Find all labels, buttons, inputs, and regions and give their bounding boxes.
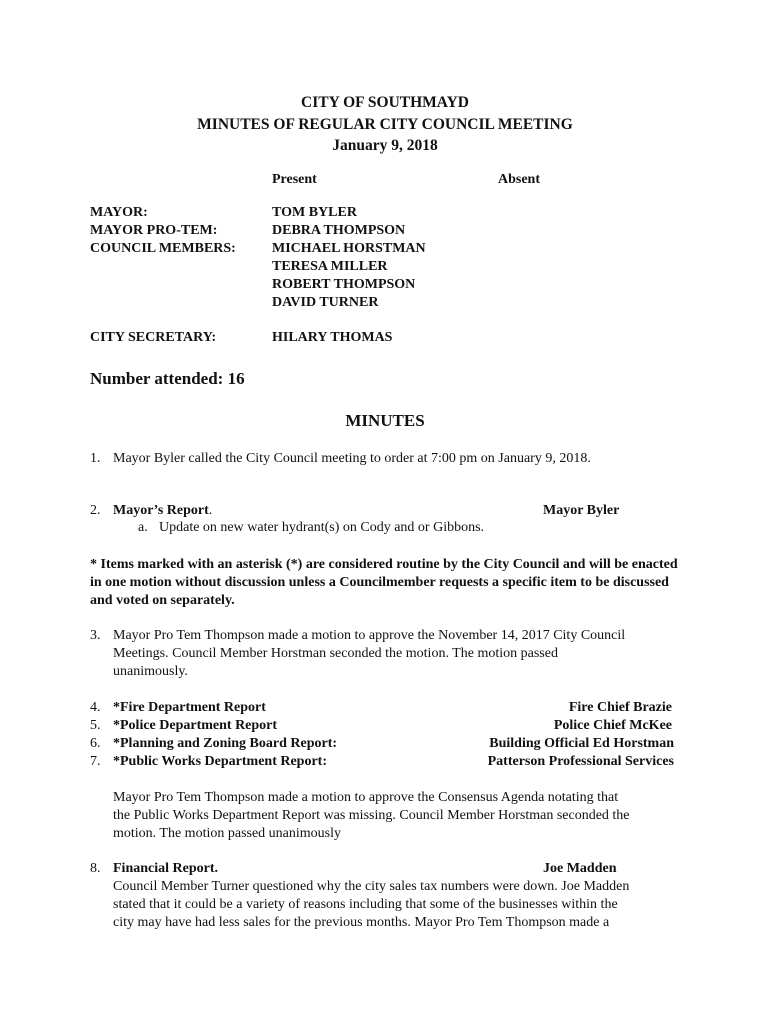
item-planning-zoning-report: *Planning and Zoning Board Report:	[113, 736, 338, 751]
item-presenter: Joe Madden	[543, 861, 617, 876]
role-mayor: MAYOR:	[90, 205, 148, 220]
name-mayor-pro-tem: DEBRA THOMPSON	[272, 223, 406, 238]
item-presenter: Patterson Professional Services	[487, 754, 674, 769]
item-number: 1.	[90, 451, 101, 466]
name-council-member: DAVID TURNER	[272, 295, 379, 310]
meeting-date: January 9, 2018	[332, 137, 438, 154]
role-mayor-pro-tem: MAYOR PRO-TEM:	[90, 223, 218, 238]
role-city-secretary: CITY SECRETARY:	[90, 330, 217, 345]
item-call-to-order: Mayor Byler called the City Council meeting to order at 7:00 pm on January 9, 2018.	[113, 451, 591, 466]
item-presenter: Police Chief McKee	[553, 718, 672, 733]
sub-item-letter: a.	[138, 520, 148, 535]
item-police-report: *Police Department Report	[113, 718, 278, 733]
name-council-member: ROBERT THOMPSON	[272, 277, 416, 292]
item-approve-minutes-line: Mayor Pro Tem Thompson made a motion to approve the November 14, 2017 City Council	[113, 628, 626, 643]
name-city-secretary: HILARY THOMAS	[272, 330, 393, 345]
item-number: 7.	[90, 754, 101, 769]
document-title: MINUTES OF REGULAR CITY COUNCIL MEETING	[197, 116, 573, 133]
item-title: Mayor’s Report	[113, 503, 209, 518]
consent-agenda-note: * Items marked with an asterisk (*) are considered routine by the City Council and will be enacted in one motion without discussion unless a Councilmember requests a specific item to be discussed and voted on separately.	[90, 557, 678, 608]
item-financial-report-title: Financial Report.	[113, 861, 218, 876]
item-number: 3.	[90, 628, 101, 643]
item-public-works-report: *Public Works Department Report:	[113, 754, 327, 769]
item-approve-minutes-line: unanimously.	[113, 664, 188, 679]
financial-report-line: city may have had less sales for the previous months. Mayor Pro Tem Thompson made a	[113, 915, 610, 930]
name-council-member: TERESA MILLER	[272, 259, 388, 274]
city-name: CITY OF SOUTHMAYD	[301, 94, 469, 111]
consent-motion-line: Mayor Pro Tem Thompson made a motion to approve the Consensus Agenda notating that	[113, 790, 619, 805]
number-attended: Number attended: 16	[90, 369, 245, 388]
item-number: 6.	[90, 736, 101, 751]
item-fire-report: *Fire Department Report	[113, 700, 266, 715]
minutes-heading: MINUTES	[345, 411, 425, 430]
item-presenter: Building Official Ed Horstman	[489, 736, 674, 751]
absent-column-label: Absent	[498, 172, 541, 187]
consent-motion-line: the Public Works Department Report was missing. Council Member Horstman seconded the	[113, 808, 630, 823]
sub-item-hydrant-update: Update on new water hydrant(s) on Cody and or Gibbons.	[159, 520, 485, 535]
financial-report-line: stated that it could be a variety of reasons including that some of the businesses within the	[113, 897, 618, 912]
item-number: 8.	[90, 861, 101, 876]
title-suffix: .	[208, 503, 213, 518]
financial-report-line: Council Member Turner questioned why the city sales tax numbers were down. Joe Madden	[113, 879, 630, 894]
item-number: 5.	[90, 718, 101, 733]
name-council-member: MICHAEL HORSTMAN	[272, 241, 426, 256]
item-mayors-report-title	[113, 503, 212, 519]
present-column-label: Present	[272, 172, 317, 187]
item-presenter: Mayor Byler	[543, 503, 620, 518]
consent-motion-line: motion. The motion passed unanimously	[113, 826, 342, 841]
name-mayor: TOM BYLER	[272, 205, 357, 220]
item-presenter: Fire Chief Brazie	[568, 700, 672, 715]
item-number: 4.	[90, 700, 101, 715]
item-approve-minutes-line: Meetings. Council Member Horstman seconded the motion. The motion passed	[113, 646, 558, 661]
role-council-members: COUNCIL MEMBERS:	[90, 241, 236, 256]
item-number: 2.	[90, 503, 101, 518]
